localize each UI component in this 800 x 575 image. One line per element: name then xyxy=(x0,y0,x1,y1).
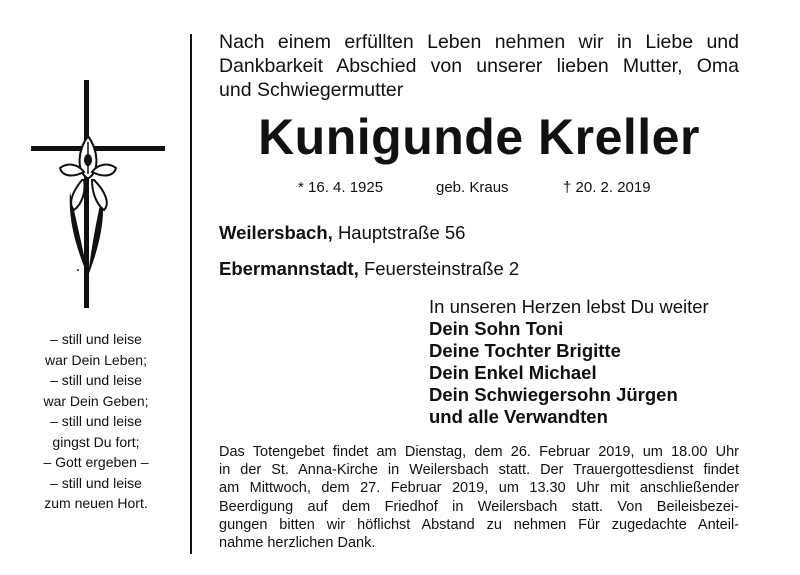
poem-line: – still und leise xyxy=(50,413,142,429)
notice-line: gungen bitten wir höflichst Abstand zu nehmen Für zugedachte Anteil- xyxy=(219,516,739,533)
address-line xyxy=(219,258,519,280)
poem-line: – still und leise xyxy=(50,372,142,388)
poem-line: – still und leise xyxy=(50,474,142,491)
address-street: Hauptstraße 56 xyxy=(337,222,466,243)
poem-line: – still und leise xyxy=(50,331,142,347)
service-notice xyxy=(219,443,739,552)
intro-line: und Schwiegermutter xyxy=(219,79,404,101)
column-divider xyxy=(190,34,192,554)
mourners-block xyxy=(429,296,749,428)
mourner-name: Dein Sohn Toni xyxy=(429,318,564,339)
address-line xyxy=(219,222,465,244)
notice-line: Beerdigung auf dem Friedhof in Weilersbach statt. Von Beileisbezei- xyxy=(219,498,739,515)
notice-line: Das Totengebet findet am Dienstag, dem 26. Februar 2019, um 18.00 Uhr xyxy=(219,444,739,460)
intro-line: Dankbarkeit Abschied von unserer lieben Mutter, Oma xyxy=(219,55,739,77)
poem xyxy=(8,329,184,514)
notice-line: in der St. Anna-Kirche in Weilersbach statt. Der Trauergottesdienst findet xyxy=(219,462,739,479)
poem-line: war Dein Geben; xyxy=(43,392,149,409)
mourners-lead: In unseren Herzen lebst Du weiter xyxy=(429,296,709,317)
intro-line: Nach einem erfüllten Leben nehmen wir in Liebe und xyxy=(219,31,739,53)
death-date: † 20. 2. 2019 xyxy=(563,179,651,196)
poem-line: war Dein Leben; xyxy=(45,351,147,368)
poem-line: zum neuen Hort. xyxy=(44,495,148,511)
poem-line: – Gott ergeben – xyxy=(43,454,149,470)
address-town: Ebermannstadt, xyxy=(219,258,359,279)
deceased-name: Kunigunde Kreller xyxy=(258,109,700,165)
birth-date: * 16. 4. 1925 xyxy=(298,179,384,196)
intro-text xyxy=(219,30,739,102)
cross-with-iris-icon xyxy=(28,80,168,312)
address-town: Weilersbach, xyxy=(219,222,333,243)
poem-line: gingst Du fort; xyxy=(52,433,140,450)
mourner-name: Deine Tochter Brigitte xyxy=(429,340,621,361)
mourner-name: und alle Verwandten xyxy=(429,406,608,427)
maiden-name: geb. Kraus xyxy=(436,179,509,196)
notice-line: am Mittwoch, dem 27. Februar 2019, um 13.30 Uhr mit anschließender xyxy=(219,480,739,497)
mourner-name: Dein Enkel Michael xyxy=(429,362,597,383)
address-street: Feuersteinstraße 2 xyxy=(363,258,520,279)
notice-line: nahme herzlichen Dank. xyxy=(219,535,376,552)
mourner-name: Dein Schwiegersohn Jürgen xyxy=(429,384,678,405)
